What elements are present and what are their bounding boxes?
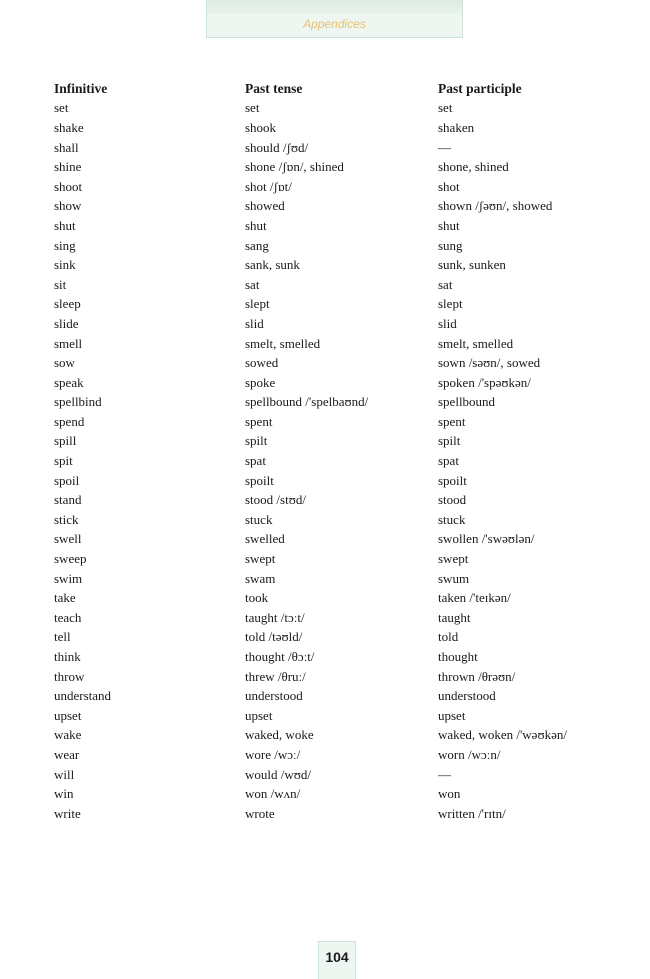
table-row: [54, 686, 608, 706]
past-participle-cell: won: [438, 786, 461, 802]
header-decorative-band: [207, 0, 462, 14]
past-tense-cell: shook: [245, 119, 277, 135]
past-tense-cell: stuck: [245, 511, 273, 527]
table-row: [54, 530, 608, 550]
table-row: [54, 393, 608, 413]
table-row: [54, 216, 608, 236]
table-row: [54, 255, 608, 275]
past-tense-cell: stood /stʊd/: [245, 492, 306, 508]
infinitive-cell: sow: [54, 355, 75, 371]
table-row: [54, 275, 608, 295]
column-header-past-tense: Past tense: [245, 80, 303, 96]
infinitive-cell: take: [54, 590, 76, 606]
past-participle-cell: —: [438, 139, 451, 155]
past-tense-cell: told /təʊld/: [245, 629, 303, 645]
infinitive-cell: think: [54, 649, 81, 665]
past-tense-cell: swam: [245, 570, 276, 586]
past-participle-cell: slept: [438, 296, 463, 312]
past-participle-cell: written /'rɪtn/: [438, 805, 506, 821]
table-row: [54, 745, 608, 765]
table-row: [54, 608, 608, 628]
past-tense-cell: wrote: [245, 805, 275, 821]
past-participle-cell: spat: [438, 453, 459, 469]
past-participle-cell: worn /wɔːn/: [438, 746, 501, 762]
past-participle-cell: spent: [438, 413, 466, 429]
table-row: [54, 236, 608, 256]
past-participle-cell: swollen /'swəʊlən/: [438, 531, 535, 547]
past-participle-cell: stuck: [438, 511, 466, 527]
past-tense-cell: smelt, smelled: [245, 335, 321, 351]
table-row: [54, 588, 608, 608]
past-tense-cell: would /wʊd/: [245, 766, 311, 782]
past-participle-cell: shone, shined: [438, 159, 509, 175]
past-tense-cell: taught /tɔːt/: [245, 609, 305, 625]
infinitive-cell: swim: [54, 570, 83, 586]
infinitive-cell: teach: [54, 609, 82, 625]
past-tense-cell: sowed: [245, 355, 279, 371]
past-tense-cell: spoke: [245, 374, 276, 390]
past-participle-cell: shown /ʃəʊn/, showed: [438, 198, 553, 214]
table-row: [54, 667, 608, 687]
page-number: 104: [318, 941, 356, 979]
past-participle-cell: slid: [438, 315, 457, 331]
section-title: Appendices: [303, 17, 366, 31]
infinitive-cell: smell: [54, 335, 83, 351]
table-row: [54, 549, 608, 569]
past-participle-cell: shut: [438, 217, 460, 233]
infinitive-cell: swell: [54, 531, 82, 547]
past-participle-cell: sung: [438, 237, 463, 253]
past-tense-cell: understood: [245, 688, 303, 704]
table-header-row: [54, 79, 608, 99]
past-tense-cell: spilt: [245, 433, 268, 449]
past-tense-cell: waked, woke: [245, 727, 314, 743]
past-tense-cell: should /ʃʊd/: [245, 139, 309, 155]
past-participle-cell: upset: [438, 707, 466, 723]
table-row: [54, 314, 608, 334]
past-participle-cell: thrown /θrəʊn/: [438, 668, 516, 684]
table-row: [54, 804, 608, 824]
past-tense-cell: spoilt: [245, 472, 274, 488]
past-participle-cell: taught: [438, 609, 471, 625]
table-row: [54, 295, 608, 315]
past-tense-cell: slid: [245, 315, 264, 331]
past-tense-cell: shone /ʃɒn/, shined: [245, 159, 344, 175]
table-row: [54, 490, 608, 510]
infinitive-cell: shut: [54, 217, 76, 233]
past-tense-cell: spat: [245, 453, 266, 469]
past-participle-cell: shot: [438, 178, 460, 194]
past-tense-cell: spellbound /'spelbaʊnd/: [245, 394, 369, 410]
past-tense-cell: thought /θɔːt/: [245, 649, 315, 665]
infinitive-cell: wear: [54, 746, 80, 762]
table-row: [54, 373, 608, 393]
past-tense-cell: sank, sunk: [245, 257, 300, 273]
table-row: [54, 138, 608, 158]
past-participle-cell: swept: [438, 551, 469, 567]
past-tense-cell: took: [245, 590, 269, 606]
past-participle-cell: taken /'teɪkən/: [438, 590, 511, 606]
infinitive-cell: sleep: [54, 296, 81, 312]
infinitive-cell: sing: [54, 237, 76, 253]
infinitive-cell: spit: [54, 453, 73, 469]
column-header-past-participle: Past participle: [438, 80, 522, 96]
infinitive-cell: spend: [54, 413, 85, 429]
infinitive-cell: write: [54, 805, 81, 821]
past-tense-cell: sang: [245, 237, 269, 253]
past-participle-cell: told: [438, 629, 459, 645]
past-tense-cell: set: [245, 100, 260, 116]
past-participle-cell: sat: [438, 276, 453, 292]
infinitive-cell: shoot: [54, 178, 83, 194]
past-participle-cell: sown /səʊn/, sowed: [438, 355, 541, 371]
infinitive-cell: set: [54, 100, 69, 116]
past-participle-cell: set: [438, 100, 453, 116]
past-tense-cell: won /wʌn/: [245, 786, 301, 802]
past-tense-cell: spent: [245, 413, 273, 429]
past-participle-cell: stood: [438, 492, 467, 508]
infinitive-cell: sweep: [54, 551, 87, 567]
past-participle-cell: spoken /'spəʊkən/: [438, 374, 531, 390]
past-participle-cell: understood: [438, 688, 496, 704]
table-row: [54, 451, 608, 471]
table-row: [54, 412, 608, 432]
table-row: [54, 157, 608, 177]
infinitive-cell: sink: [54, 257, 76, 273]
table-row: [54, 510, 608, 530]
past-tense-cell: threw /θruː/: [245, 668, 306, 684]
infinitive-cell: stick: [54, 511, 79, 527]
infinitive-cell: win: [54, 786, 74, 802]
infinitive-cell: upset: [54, 707, 82, 723]
past-participle-cell: —: [438, 766, 451, 782]
past-tense-cell: sat: [245, 276, 260, 292]
infinitive-cell: show: [54, 198, 82, 214]
table-row: [54, 765, 608, 785]
infinitive-cell: shake: [54, 119, 84, 135]
past-participle-cell: waked, woken /'wəʊkən/: [438, 727, 567, 743]
past-participle-cell: sunk, sunken: [438, 257, 506, 273]
table-row: [54, 197, 608, 217]
table-row: [54, 118, 608, 138]
table-row: [54, 353, 608, 373]
table-row: [54, 471, 608, 491]
table-body: [54, 99, 608, 824]
past-tense-cell: swelled: [245, 531, 285, 547]
infinitive-cell: slide: [54, 315, 79, 331]
infinitive-cell: spellbind: [54, 394, 102, 410]
past-tense-cell: slept: [245, 296, 270, 312]
table-row: [54, 706, 608, 726]
column-header-infinitive: Infinitive: [54, 80, 108, 96]
past-participle-cell: spilt: [438, 433, 461, 449]
infinitive-cell: stand: [54, 492, 82, 508]
infinitive-cell: shall: [54, 139, 79, 155]
table-row: [54, 726, 608, 746]
past-tense-cell: wore /wɔː/: [245, 746, 301, 762]
infinitive-cell: tell: [54, 629, 71, 645]
past-tense-cell: shut: [245, 217, 267, 233]
table-row: [54, 177, 608, 197]
infinitive-cell: sit: [54, 276, 67, 292]
infinitive-cell: will: [54, 766, 75, 782]
infinitive-cell: spill: [54, 433, 77, 449]
past-participle-cell: smelt, smelled: [438, 335, 514, 351]
table-row: [54, 647, 608, 667]
infinitive-cell: speak: [54, 374, 84, 390]
section-header-tab: [206, 0, 463, 38]
past-participle-cell: spellbound: [438, 394, 496, 410]
table-row: [54, 334, 608, 354]
infinitive-cell: spoil: [54, 472, 80, 488]
table-row: [54, 432, 608, 452]
infinitive-cell: wake: [54, 727, 82, 743]
table-row: [54, 569, 608, 589]
past-tense-cell: upset: [245, 707, 273, 723]
past-tense-cell: swept: [245, 551, 276, 567]
infinitive-cell: throw: [54, 668, 85, 684]
table-row: [54, 99, 608, 119]
irregular-verbs-table: [54, 79, 608, 824]
past-tense-cell: shot /ʃɒt/: [245, 178, 292, 194]
past-participle-cell: thought: [438, 649, 478, 665]
table-row: [54, 628, 608, 648]
past-participle-cell: spoilt: [438, 472, 467, 488]
past-participle-cell: swum: [438, 570, 470, 586]
infinitive-cell: understand: [54, 688, 112, 704]
past-participle-cell: shaken: [438, 119, 475, 135]
past-tense-cell: showed: [245, 198, 285, 214]
infinitive-cell: shine: [54, 159, 82, 175]
table-row: [54, 784, 608, 804]
